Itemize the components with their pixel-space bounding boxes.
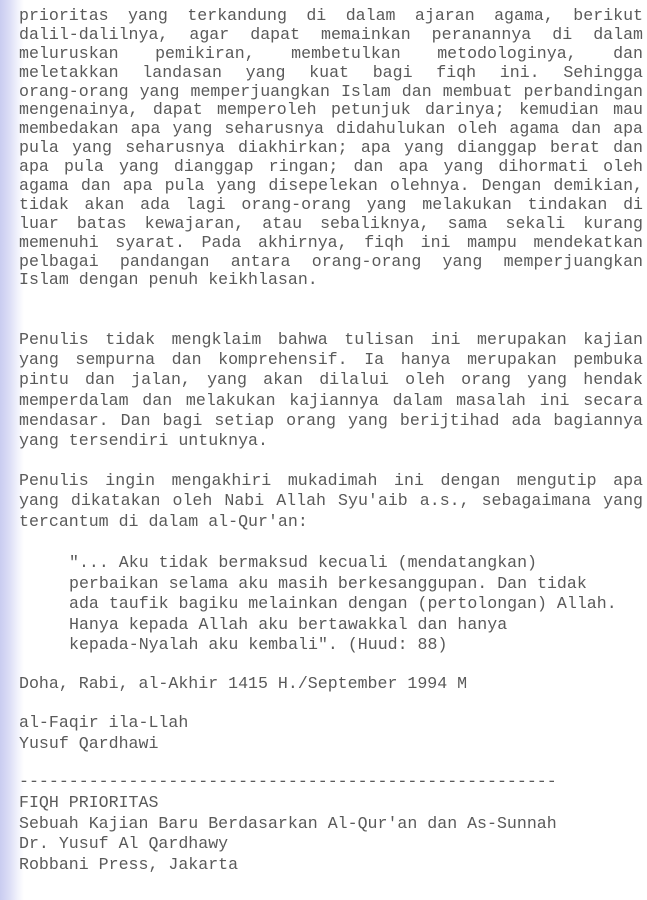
text-line: agama dan apa pula yang disepelekan olehnya. Dengan demikian, bbox=[19, 176, 643, 196]
paragraph-2 bbox=[19, 330, 643, 451]
text-line: membedakan apa yang seharusnya didahulukan oleh agama dan apa bbox=[19, 119, 643, 139]
author-name: Yusuf Qardhawi bbox=[19, 734, 159, 753]
text-line: apa pula yang dianggap ringan; dan apa yang dihormati oleh bbox=[19, 157, 643, 177]
book-subtitle: Sebuah Kajian Baru Berdasarkan Al-Qur'an dan As-Sunnah bbox=[19, 813, 557, 833]
text-line: memenuhi syarat. Pada akhirnya, fiqh ini mampu mendekatkan bbox=[19, 232, 643, 252]
text-line: mengenainya, dapat memperoleh petunjuk darinya; kemudian mau bbox=[19, 100, 643, 120]
text-line: Penulis tidak mengklaim bahwa tulisan ini merupakan kajian bbox=[19, 330, 643, 349]
book-publisher: Robbani Press, Jakarta bbox=[19, 855, 239, 874]
text-line: tercantum di dalam al-Qur'an: bbox=[19, 511, 308, 531]
text-line: yang sempurna dan komprehensif. Ia hanya merupakan pembuka bbox=[19, 350, 643, 370]
text-line: pelbagai pandangan antara orang-orang yang memperjuangkan bbox=[19, 251, 643, 271]
book-title: FIQH PRIORITAS bbox=[19, 792, 159, 812]
date-text: Doha, Rabi, al-Akhir 1415 H./September 1994 M bbox=[19, 674, 468, 693]
quote-line: ada taufik bagiku melainkan dengan (pertolongan) Allah. bbox=[69, 594, 617, 613]
book-author: Dr. Yusuf Al Qardhawy bbox=[19, 834, 229, 854]
text-line: Islam dengan penuh keikhlasan. bbox=[19, 270, 318, 290]
text-line: yang tersendiri untuknya. bbox=[19, 430, 268, 450]
date-line bbox=[19, 674, 643, 694]
text-line: dalil-dalilnya, agar dapat memainkan peranannya di dalam bbox=[19, 24, 643, 44]
book-footer bbox=[19, 772, 643, 876]
text-line: meletakkan landasan yang kuat bagi fiqh ini. Sehingga bbox=[19, 62, 643, 82]
paragraph-1 bbox=[19, 7, 643, 290]
text-line: luar batas kewajaran, atau sebaliknya, sama sekali kurang bbox=[19, 213, 643, 233]
text-line: memperdalam dan melakukan kajiannya dalam masalah ini secara bbox=[19, 390, 643, 410]
text-line: orang-orang yang memperjuangkan Islam dan membuat perbandingan bbox=[19, 81, 643, 101]
text-line: meluruskan pemikiran, membetulkan metodologinya, dan bbox=[19, 43, 643, 63]
text-line: tidak akan ada lagi orang-orang yang melakukan tindakan di bbox=[19, 194, 643, 214]
paragraph-3 bbox=[19, 471, 643, 532]
quote-line: Hanya kepada Allah aku bertawakkal dan hanya bbox=[69, 614, 508, 634]
quran-quote bbox=[69, 553, 629, 656]
quote-line: kepada-Nyalah aku kembali". (Huud: 88) bbox=[69, 635, 448, 654]
text-line: prioritas yang terkandung di dalam ajaran agama, berikut bbox=[19, 6, 643, 25]
text-line: Penulis ingin mengakhiri mukadimah ini dengan mengutip apa bbox=[19, 471, 643, 490]
quote-line: "... Aku tidak bermaksud kecuali (mendatangkan) bbox=[69, 553, 538, 572]
quote-line: perbaikan selama aku masih berkesanggupan. Dan tidak bbox=[69, 573, 587, 593]
text-line: pula yang seharusnya diakhirkan; apa yang dianggap berat dan bbox=[19, 138, 643, 158]
signature-line: al-Faqir ila-Llah bbox=[19, 713, 189, 732]
text-line: mendasar. Dan bagi setiap orang yang berijtihad ada bagiannya bbox=[19, 410, 643, 430]
text-line: yang dikatakan oleh Nabi Allah Syu'aib a.s., sebagaimana yang bbox=[19, 491, 643, 511]
text-line: pintu dan jalan, yang akan dilalui oleh orang yang hendak bbox=[19, 370, 643, 390]
signature bbox=[19, 712, 643, 754]
divider: ------------------------------------------------------ bbox=[19, 772, 557, 791]
